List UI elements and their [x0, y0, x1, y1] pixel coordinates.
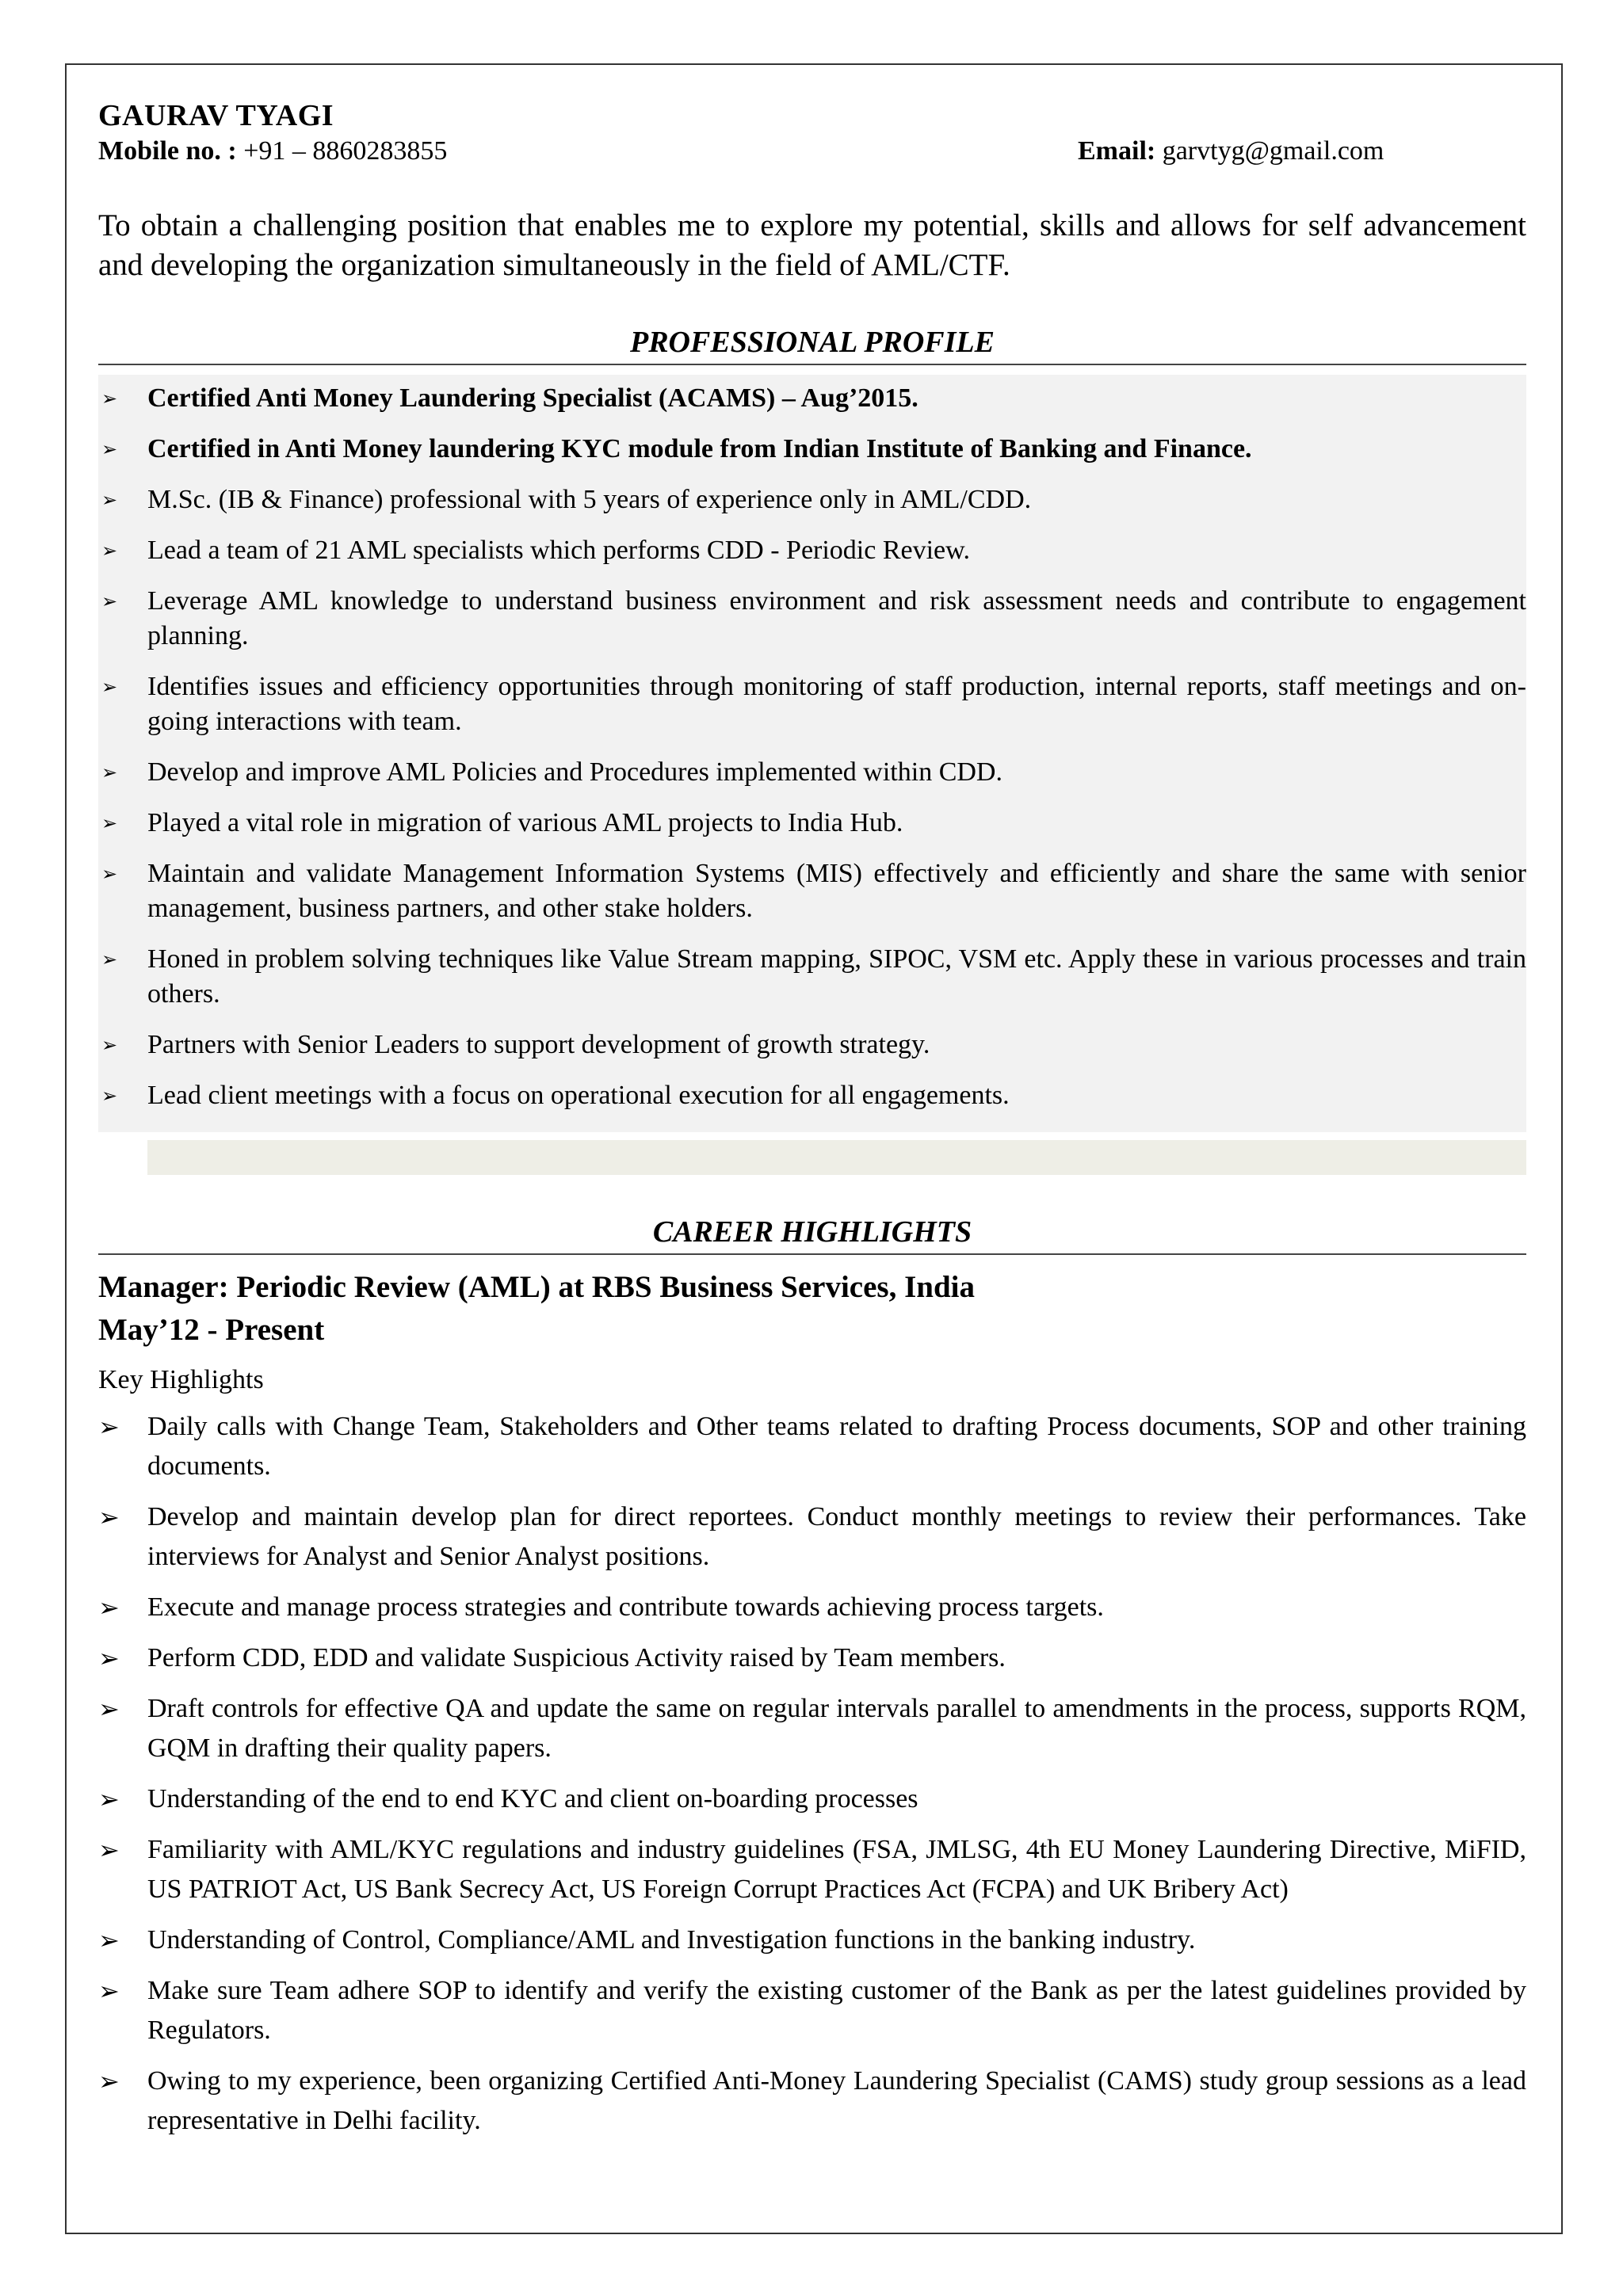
- bullet-arrow-icon: ➢: [98, 1643, 120, 1673]
- list-item-text: M.Sc. (IB & Finance) professional with 5 years of experience only in AML/CDD.: [147, 485, 1032, 514]
- list-item-text: Leverage AML knowledge to understand business environment and risk assessment needs and contribute to engagement planning.: [147, 586, 1526, 650]
- list-item-text: Make sure Team adhere SOP to identify and verify the existing customer of the Bank as per the latest guidelines provided by Regulators.: [147, 1976, 1526, 2045]
- bullet-arrow-icon: ➢: [101, 863, 118, 885]
- job-period: May’12 - Present: [98, 1313, 325, 1347]
- resume-content: [98, 98, 1526, 2152]
- list-item: [98, 1638, 1526, 1678]
- list-item: [98, 1830, 1526, 1909]
- list-item-text: Develop and maintain develop plan for direct reportees. Conduct monthly meetings to review their performances. Take interviews for Analyst and Senior Analyst positions.: [147, 1502, 1526, 1571]
- list-item: [98, 381, 1526, 416]
- list-item: [98, 942, 1526, 1012]
- job-title: [98, 1266, 1526, 1352]
- bullet-arrow-icon: ➢: [98, 1412, 120, 1442]
- list-item-text: Certified Anti Money Laundering Specialist (ACAMS) – Aug’2015.: [147, 383, 918, 413]
- list-item-text: Perform CDD, EDD and validate Suspicious Activity raised by Team members.: [147, 1643, 1006, 1672]
- bullet-arrow-icon: ➢: [101, 1034, 118, 1056]
- mobile-value: +91 – 8860283855: [243, 136, 448, 166]
- list-item-text: Draft controls for effective QA and update the same on regular intervals parallel to amendments in the process, supports RQM, GQM in drafting their quality papers.: [147, 1694, 1526, 1763]
- contact-row: [98, 136, 1526, 171]
- candidate-name: GAURAV TYAGI: [98, 99, 334, 132]
- bullet-arrow-icon: ➢: [101, 540, 118, 562]
- profile-shaded-spacer: [147, 1140, 1526, 1175]
- list-item: [98, 584, 1526, 654]
- bullet-arrow-icon: ➢: [98, 1925, 120, 1955]
- list-item-text: Owing to my experience, been organizing Certified Anti-Money Laundering Specialist (CAMS) study group sessions as a lead representative in Delhi facility.: [147, 2066, 1526, 2135]
- bullet-arrow-icon: ➢: [98, 1784, 120, 1814]
- bullet-arrow-icon: ➢: [101, 812, 118, 834]
- list-item-text: Lead a team of 21 AML specialists which performs CDD - Periodic Review.: [147, 536, 970, 565]
- bullet-arrow-icon: ➢: [101, 761, 118, 784]
- bullet-arrow-icon: ➢: [101, 438, 118, 460]
- list-item-text: Maintain and validate Management Information Systems (MIS) effectively and efficiently and share the same with senior management, business partners, and other stake holders.: [147, 859, 1526, 923]
- career-highlights-heading: CAREER HIGHLIGHTS: [98, 1213, 1526, 1255]
- list-item: [98, 1971, 1526, 2050]
- list-item-text: Understanding of the end to end KYC and client on-boarding processes: [147, 1784, 918, 1814]
- list-item-text: Honed in problem solving techniques like Value Stream mapping, SIPOC, VSM etc. Apply these in various processes and train others.: [147, 944, 1526, 1009]
- email-value[interactable]: garvtyg@gmail.com: [1162, 136, 1384, 166]
- bullet-arrow-icon: ➢: [98, 2066, 120, 2096]
- bullet-arrow-icon: ➢: [98, 1502, 120, 1532]
- bullet-arrow-icon: ➢: [101, 590, 118, 612]
- list-item-text: Played a vital role in migration of various AML projects to India Hub.: [147, 808, 903, 837]
- job-role: Manager: Periodic Review (AML) at RBS Business Services, India: [98, 1270, 975, 1304]
- list-item-text: Partners with Senior Leaders to support development of growth strategy.: [147, 1030, 930, 1059]
- professional-profile-list: [98, 381, 1526, 1113]
- list-item: [98, 482, 1526, 517]
- list-item: [98, 856, 1526, 926]
- list-item: [98, 1920, 1526, 1960]
- key-highlights-label: Key Highlights: [98, 1365, 264, 1394]
- list-item: [98, 432, 1526, 467]
- list-item: [98, 806, 1526, 841]
- list-item: [98, 2061, 1526, 2141]
- list-item: [98, 1588, 1526, 1627]
- mobile-label: Mobile no. :: [98, 136, 237, 166]
- list-item-text: Familiarity with AML/KYC regulations and industry guidelines (FSA, JMLSG, 4th EU Money Laundering Directive, MiFID, US PATRIOT Act, US Bank Secrecy Act, US Foreign Corrupt Practices Act (FCPA) and UK Bribery Act): [147, 1835, 1526, 1904]
- list-item: [98, 1689, 1526, 1768]
- bullet-arrow-icon: ➢: [101, 1085, 118, 1107]
- career-highlights-list: [98, 1407, 1526, 2141]
- email-label: Email:: [1078, 136, 1156, 166]
- list-item: [98, 1028, 1526, 1062]
- list-item-text: Lead client meetings with a focus on operational execution for all engagements.: [147, 1081, 1010, 1110]
- bullet-arrow-icon: ➢: [101, 948, 118, 971]
- professional-profile-box: [98, 375, 1526, 1132]
- list-item: [98, 1779, 1526, 1819]
- bullet-arrow-icon: ➢: [98, 1694, 120, 1724]
- list-item: [98, 1078, 1526, 1113]
- mobile-block: [98, 136, 447, 171]
- list-item: [98, 533, 1526, 568]
- professional-profile-heading: PROFESSIONAL PROFILE: [98, 323, 1526, 365]
- list-item: [98, 669, 1526, 739]
- list-item-text: Develop and improve AML Policies and Procedures implemented within CDD.: [147, 757, 1002, 787]
- career-objective: To obtain a challenging position that enables me to explore my potential, skills and allows for self advancement and developing the organization simultaneously in the field of AML/CTF.: [98, 208, 1526, 282]
- bullet-arrow-icon: ➢: [101, 387, 118, 410]
- bullet-arrow-icon: ➢: [98, 1592, 120, 1623]
- bullet-arrow-icon: ➢: [98, 1976, 120, 2006]
- list-item: [98, 755, 1526, 790]
- email-block: [1078, 136, 1526, 171]
- bullet-arrow-icon: ➢: [98, 1835, 120, 1865]
- list-item: [98, 1407, 1526, 1486]
- bullet-arrow-icon: ➢: [101, 676, 118, 698]
- list-item: [98, 1497, 1526, 1577]
- list-item-text: Daily calls with Change Team, Stakeholders and Other teams related to drafting Process documents, SOP and other training documents.: [147, 1412, 1526, 1481]
- list-item-text: Certified in Anti Money laundering KYC module from Indian Institute of Banking and Finance.: [147, 434, 1252, 463]
- list-item-text: Understanding of Control, Compliance/AML and Investigation functions in the banking industry.: [147, 1925, 1196, 1955]
- bullet-arrow-icon: ➢: [101, 489, 118, 511]
- list-item-text: Execute and manage process strategies and contribute towards achieving process targets.: [147, 1592, 1104, 1622]
- list-item-text: Identifies issues and efficiency opportunities through monitoring of staff production, internal reports, staff meetings and on-going interactions with team.: [147, 672, 1526, 736]
